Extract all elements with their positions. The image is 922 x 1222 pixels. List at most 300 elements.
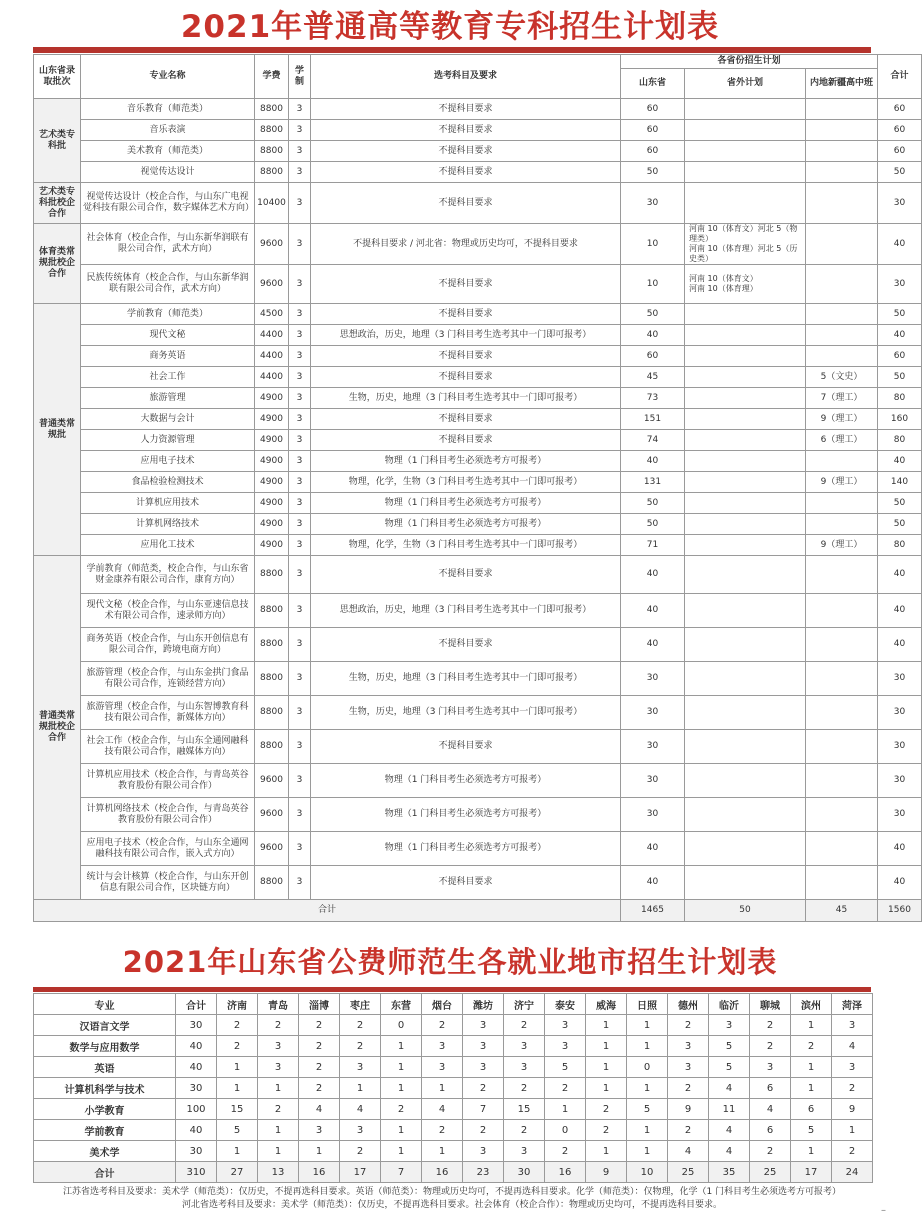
header-col: 烟台 — [422, 994, 463, 1015]
count-cell: 1 — [586, 1036, 627, 1057]
header-col: 东营 — [381, 994, 422, 1015]
table-row — [34, 1141, 873, 1162]
years-cell: 3 — [289, 832, 311, 866]
footnote-jiangsu: 江苏省选考科目及要求：美术学（师范类）：仅历史，不提再选科目要求。英语（师范类）：物理或历史均可，不提再选科目要求。化学（师范类）：仅物理，化学（1 门科目考生必须选考方可报考） — [62, 1187, 842, 1197]
xinjiang-cell — [806, 866, 878, 900]
table-row — [34, 224, 922, 265]
out-province-cell — [685, 409, 806, 430]
major-cell: 小学教育 — [34, 1099, 176, 1120]
table-row — [34, 594, 922, 628]
table-row — [34, 628, 922, 662]
out-province-cell — [685, 183, 806, 224]
count-cell: 3 — [832, 1015, 873, 1036]
count-cell: 2 — [668, 1015, 709, 1036]
count-cell: 310 — [176, 1162, 217, 1183]
years-cell: 3 — [289, 346, 311, 367]
years-cell: 3 — [289, 556, 311, 594]
total-cell: 30 — [878, 764, 922, 798]
xinjiang-cell — [806, 304, 878, 325]
major-cell: 计算机应用技术（校企合作，与青岛英谷教育股份有限公司合作） — [81, 764, 255, 798]
subject-req-cell: 不提科目要求 — [311, 430, 621, 451]
total-cell: 50 — [878, 304, 922, 325]
major-cell: 美术教育（师范类） — [81, 141, 255, 162]
shandong-cell: 60 — [621, 346, 685, 367]
shandong-cell: 73 — [621, 388, 685, 409]
subject-req-cell: 不提科目要求 — [311, 556, 621, 594]
count-cell: 7 — [463, 1099, 504, 1120]
years-cell: 3 — [289, 696, 311, 730]
subject-req-cell: 生物，历史，地理（3 门科目考生选考其中一门即可报考） — [311, 696, 621, 730]
count-cell: 5 — [217, 1120, 258, 1141]
table-row — [34, 764, 922, 798]
fee-cell: 4900 — [255, 514, 289, 535]
total-cell: 40 — [878, 224, 922, 265]
count-cell: 3 — [258, 1057, 299, 1078]
count-cell: 9 — [586, 1162, 627, 1183]
table-row — [34, 1099, 873, 1120]
total-cell: 30 — [878, 696, 922, 730]
xinjiang-cell — [806, 628, 878, 662]
xinjiang-cell — [806, 493, 878, 514]
major-cell: 人力资源管理 — [81, 430, 255, 451]
count-cell: 2 — [750, 1015, 791, 1036]
major-cell: 社会工作（校企合作，与山东全通网融科技有限公司合作，融媒体方向） — [81, 730, 255, 764]
total-cell: 80 — [878, 388, 922, 409]
table-row — [34, 451, 922, 472]
shandong-cell: 40 — [621, 832, 685, 866]
table-row — [34, 798, 922, 832]
count-cell: 1 — [832, 1120, 873, 1141]
out-province-cell — [685, 451, 806, 472]
fee-cell: 4500 — [255, 304, 289, 325]
years-cell: 3 — [289, 662, 311, 696]
count-cell: 2 — [545, 1141, 586, 1162]
major-cell: 合计 — [34, 1162, 176, 1183]
count-cell: 5 — [709, 1057, 750, 1078]
title2-underline — [33, 987, 871, 992]
count-cell: 3 — [832, 1057, 873, 1078]
table-row — [34, 1078, 873, 1099]
count-cell: 15 — [217, 1099, 258, 1120]
shandong-cell: 60 — [621, 120, 685, 141]
xinjiang-cell — [806, 141, 878, 162]
major-cell: 计算机科学与技术 — [34, 1078, 176, 1099]
out-province-cell — [685, 493, 806, 514]
shandong-cell: 50 — [621, 162, 685, 183]
total-total: 1560 — [878, 900, 922, 922]
header-col: 枣庄 — [340, 994, 381, 1015]
count-cell: 2 — [258, 1099, 299, 1120]
shandong-cell: 40 — [621, 556, 685, 594]
header-col: 济宁 — [504, 994, 545, 1015]
major-cell: 统计与会计核算（校企合作，与山东开创信息有限公司合作，区块链方向） — [81, 866, 255, 900]
shandong-cell: 40 — [621, 594, 685, 628]
years-cell: 3 — [289, 224, 311, 265]
years-cell: 3 — [289, 388, 311, 409]
count-cell: 3 — [299, 1120, 340, 1141]
out-province-cell: 河南 10（体育文） 河南 10（体育理） — [685, 265, 806, 304]
footnotes — [33, 1186, 871, 1212]
title-underline — [33, 47, 871, 53]
total-xj: 45 — [806, 900, 878, 922]
major-cell: 视觉传达设计（校企合作，与山东广电视觉科技有限公司合作，数字媒体艺术方向） — [81, 183, 255, 224]
count-cell: 1 — [627, 1015, 668, 1036]
count-cell: 6 — [791, 1099, 832, 1120]
fee-cell: 4900 — [255, 430, 289, 451]
count-cell: 2 — [299, 1057, 340, 1078]
count-cell: 1 — [299, 1141, 340, 1162]
count-cell: 1 — [586, 1015, 627, 1036]
out-province-cell — [685, 472, 806, 493]
major-cell: 计算机网络技术（校企合作，与青岛英谷教育股份有限公司合作） — [81, 798, 255, 832]
table-row — [34, 367, 922, 388]
count-cell: 9 — [832, 1099, 873, 1120]
major-cell: 音乐教育（师范类） — [81, 99, 255, 120]
count-cell: 3 — [422, 1036, 463, 1057]
table-row — [34, 535, 922, 556]
header-col: 济南 — [217, 994, 258, 1015]
count-cell: 1 — [627, 1120, 668, 1141]
count-cell: 16 — [545, 1162, 586, 1183]
out-province-cell — [685, 430, 806, 451]
years-cell: 3 — [289, 493, 311, 514]
xinjiang-cell: 9（理工） — [806, 409, 878, 430]
xinjiang-cell: 5（文史） — [806, 367, 878, 388]
out-province-cell — [685, 628, 806, 662]
header-shandong: 山东省 — [621, 69, 685, 99]
major-cell: 应用化工技术 — [81, 535, 255, 556]
out-province-cell — [685, 764, 806, 798]
fee-cell: 4400 — [255, 325, 289, 346]
total-cell: 40 — [878, 325, 922, 346]
years-cell: 3 — [289, 535, 311, 556]
count-cell: 1 — [586, 1078, 627, 1099]
count-cell: 4 — [422, 1099, 463, 1120]
out-province-cell — [685, 594, 806, 628]
count-cell: 15 — [504, 1099, 545, 1120]
subject-req-cell: 不提科目要求 — [311, 141, 621, 162]
total-cell: 30 — [878, 662, 922, 696]
shandong-cell: 50 — [621, 304, 685, 325]
total-row — [34, 1162, 873, 1183]
out-province-cell — [685, 388, 806, 409]
shandong-cell: 10 — [621, 265, 685, 304]
xinjiang-cell: 6（理工） — [806, 430, 878, 451]
xinjiang-cell — [806, 798, 878, 832]
out-province-cell — [685, 866, 806, 900]
total-cell: 50 — [878, 493, 922, 514]
table-row — [34, 866, 922, 900]
count-cell: 11 — [709, 1099, 750, 1120]
count-cell: 2 — [340, 1141, 381, 1162]
count-cell: 1 — [791, 1057, 832, 1078]
years-cell: 3 — [289, 514, 311, 535]
years-cell: 3 — [289, 325, 311, 346]
years-cell: 3 — [289, 764, 311, 798]
years-cell: 3 — [289, 451, 311, 472]
subject-req-cell: 物理（1 门科目考生必须选考方可报考） — [311, 832, 621, 866]
table-row — [34, 265, 922, 304]
fee-cell: 8800 — [255, 866, 289, 900]
major-cell: 学前教育（师范类） — [81, 304, 255, 325]
xinjiang-cell — [806, 346, 878, 367]
count-cell: 2 — [299, 1036, 340, 1057]
total-cell: 40 — [878, 832, 922, 866]
subject-req-cell: 不提科目要求 — [311, 409, 621, 430]
count-cell: 0 — [381, 1015, 422, 1036]
xinjiang-cell — [806, 556, 878, 594]
subject-req-cell: 不提科目要求 — [311, 120, 621, 141]
out-province-cell — [685, 696, 806, 730]
shandong-cell: 60 — [621, 141, 685, 162]
subject-req-cell: 物理，化学，生物（3 门科目考生选考其中一门即可报考） — [311, 535, 621, 556]
batch-cell: 普通类常规批校企合作 — [34, 556, 81, 900]
count-cell: 16 — [299, 1162, 340, 1183]
years-cell: 3 — [289, 730, 311, 764]
admission-plan-table — [33, 54, 922, 922]
table-row — [34, 472, 922, 493]
count-cell: 23 — [463, 1162, 504, 1183]
subject-req-cell: 不提科目要求 / 河北省：物理或历史均可，不提科目要求 — [311, 224, 621, 265]
shandong-cell: 151 — [621, 409, 685, 430]
xinjiang-cell — [806, 162, 878, 183]
count-cell: 2 — [217, 1036, 258, 1057]
shandong-cell: 71 — [621, 535, 685, 556]
count-cell: 1 — [258, 1078, 299, 1099]
subject-req-cell: 不提科目要求 — [311, 183, 621, 224]
count-cell: 1 — [422, 1078, 463, 1099]
count-cell: 4 — [709, 1141, 750, 1162]
major-cell: 应用电子技术（校企合作，与山东全通网融科技有限公司合作，嵌入式方向） — [81, 832, 255, 866]
count-cell: 35 — [709, 1162, 750, 1183]
count-cell: 100 — [176, 1099, 217, 1120]
years-cell: 3 — [289, 472, 311, 493]
header-col: 滨州 — [791, 994, 832, 1015]
table-row — [34, 730, 922, 764]
count-cell: 1 — [422, 1141, 463, 1162]
years-cell: 3 — [289, 120, 311, 141]
subject-req-cell: 不提科目要求 — [311, 367, 621, 388]
total-cell: 50 — [878, 514, 922, 535]
total-cell: 40 — [878, 594, 922, 628]
count-cell: 3 — [504, 1057, 545, 1078]
total-cell: 140 — [878, 472, 922, 493]
count-cell: 1 — [381, 1057, 422, 1078]
batch-cell: 艺术类专科批 — [34, 99, 81, 183]
years-cell: 3 — [289, 304, 311, 325]
table-row — [34, 409, 922, 430]
count-cell: 3 — [504, 1141, 545, 1162]
count-cell: 3 — [340, 1057, 381, 1078]
count-cell: 2 — [463, 1120, 504, 1141]
count-cell: 4 — [750, 1099, 791, 1120]
major-cell: 计算机应用技术 — [81, 493, 255, 514]
count-cell: 3 — [463, 1057, 504, 1078]
count-cell: 7 — [381, 1162, 422, 1183]
count-cell: 30 — [176, 1078, 217, 1099]
count-cell: 1 — [627, 1036, 668, 1057]
fee-cell: 10400 — [255, 183, 289, 224]
count-cell: 0 — [627, 1057, 668, 1078]
count-cell: 2 — [832, 1078, 873, 1099]
major-cell: 汉语言文学 — [34, 1015, 176, 1036]
count-cell: 6 — [750, 1120, 791, 1141]
count-cell: 5 — [545, 1057, 586, 1078]
xinjiang-cell — [806, 120, 878, 141]
count-cell: 1 — [627, 1141, 668, 1162]
header-col: 菏泽 — [832, 994, 873, 1015]
out-province-cell — [685, 662, 806, 696]
total-cell: 60 — [878, 141, 922, 162]
subject-req-cell: 不提科目要求 — [311, 304, 621, 325]
header-col: 威海 — [586, 994, 627, 1015]
out-province-cell — [685, 535, 806, 556]
count-cell: 25 — [668, 1162, 709, 1183]
footnote-hebei: 河北省选考科目及要求：美术学（师范类）：仅历史，不提再选科目要求。社会体育（校企合作）：物理或历史均可，不提再选科目要求。 — [181, 1200, 722, 1210]
table-row — [34, 662, 922, 696]
count-cell: 30 — [176, 1141, 217, 1162]
count-cell: 1 — [258, 1120, 299, 1141]
subject-req-cell: 不提科目要求 — [311, 162, 621, 183]
years-cell: 3 — [289, 798, 311, 832]
total-cell: 160 — [878, 409, 922, 430]
major-cell: 社会体育（校企合作，与山东新华润联有限公司合作，武术方向） — [81, 224, 255, 265]
shandong-cell: 30 — [621, 696, 685, 730]
total-label: 合计 — [34, 900, 621, 922]
subject-req-cell: 不提科目要求 — [311, 628, 621, 662]
count-cell: 2 — [422, 1120, 463, 1141]
count-cell: 4 — [709, 1078, 750, 1099]
xinjiang-cell — [806, 594, 878, 628]
table-row — [34, 325, 922, 346]
xinjiang-cell: 9（理工） — [806, 472, 878, 493]
count-cell: 2 — [422, 1015, 463, 1036]
shandong-cell: 40 — [621, 628, 685, 662]
fee-cell: 4900 — [255, 472, 289, 493]
header-col: 泰安 — [545, 994, 586, 1015]
fee-cell: 4900 — [255, 493, 289, 514]
fee-cell: 8800 — [255, 662, 289, 696]
table-row — [34, 1015, 873, 1036]
table-row — [34, 493, 922, 514]
table-row — [34, 430, 922, 451]
count-cell: 2 — [545, 1078, 586, 1099]
shandong-cell: 50 — [621, 514, 685, 535]
xinjiang-cell — [806, 514, 878, 535]
major-cell: 社会工作 — [81, 367, 255, 388]
count-cell: 1 — [381, 1036, 422, 1057]
subject-req-cell: 不提科目要求 — [311, 866, 621, 900]
count-cell: 2 — [504, 1015, 545, 1036]
total-cell: 50 — [878, 367, 922, 388]
count-cell: 1 — [381, 1078, 422, 1099]
out-province-cell — [685, 120, 806, 141]
header-out-province: 省外计划 — [685, 69, 806, 99]
count-cell: 5 — [627, 1099, 668, 1120]
out-province-cell — [685, 346, 806, 367]
count-cell: 3 — [258, 1036, 299, 1057]
years-cell: 3 — [289, 594, 311, 628]
fee-cell: 4900 — [255, 409, 289, 430]
years-cell: 3 — [289, 866, 311, 900]
count-cell: 27 — [217, 1162, 258, 1183]
header-major: 专业名称 — [81, 55, 255, 99]
count-cell: 2 — [217, 1015, 258, 1036]
xinjiang-cell: 9（理工） — [806, 535, 878, 556]
count-cell: 1 — [381, 1141, 422, 1162]
shandong-cell: 74 — [621, 430, 685, 451]
out-province-cell — [685, 99, 806, 120]
count-cell: 3 — [463, 1015, 504, 1036]
table-row — [34, 1120, 873, 1141]
count-cell: 1 — [217, 1141, 258, 1162]
table-row — [34, 120, 922, 141]
count-cell: 3 — [422, 1057, 463, 1078]
fee-cell: 9600 — [255, 265, 289, 304]
subject-req-cell: 生物，历史，地理（3 门科目考生选考其中一门即可报考） — [311, 388, 621, 409]
count-cell: 1 — [791, 1141, 832, 1162]
out-province-cell — [685, 514, 806, 535]
fee-cell: 8800 — [255, 162, 289, 183]
years-cell: 3 — [289, 430, 311, 451]
total-cell: 80 — [878, 430, 922, 451]
count-cell: 30 — [176, 1015, 217, 1036]
fee-cell: 9600 — [255, 764, 289, 798]
shandong-cell: 30 — [621, 764, 685, 798]
major-cell: 商务英语 — [81, 346, 255, 367]
table-row — [34, 832, 922, 866]
count-cell: 3 — [463, 1141, 504, 1162]
major-cell: 现代文秘 — [81, 325, 255, 346]
total-cell: 30 — [878, 730, 922, 764]
count-cell: 17 — [340, 1162, 381, 1183]
count-cell: 3 — [750, 1057, 791, 1078]
major-cell: 食品检验检测技术 — [81, 472, 255, 493]
xinjiang-cell: 7（理工） — [806, 388, 878, 409]
years-cell: 3 — [289, 409, 311, 430]
header-col: 潍坊 — [463, 994, 504, 1015]
major-cell: 数学与应用数学 — [34, 1036, 176, 1057]
major-cell: 应用电子技术 — [81, 451, 255, 472]
major-cell: 英语 — [34, 1057, 176, 1078]
count-cell: 4 — [299, 1099, 340, 1120]
major-cell: 大数据与会计 — [81, 409, 255, 430]
count-cell: 1 — [340, 1078, 381, 1099]
count-cell: 2 — [340, 1036, 381, 1057]
subject-req-cell: 生物，历史，地理（3 门科目考生选考其中一门即可报考） — [311, 662, 621, 696]
count-cell: 24 — [832, 1162, 873, 1183]
fee-cell: 8800 — [255, 120, 289, 141]
years-cell: 3 — [289, 141, 311, 162]
years-cell: 3 — [289, 162, 311, 183]
out-province-cell — [685, 556, 806, 594]
table-row — [34, 141, 922, 162]
header-years: 学制 — [289, 55, 311, 99]
fee-cell: 9600 — [255, 224, 289, 265]
header-col: 专业 — [34, 994, 176, 1015]
count-cell: 2 — [258, 1015, 299, 1036]
count-cell: 17 — [791, 1162, 832, 1183]
table-row — [34, 696, 922, 730]
header-xinjiang: 内地新疆高中班 — [806, 69, 878, 99]
shandong-cell: 131 — [621, 472, 685, 493]
count-cell: 2 — [504, 1078, 545, 1099]
total-cell: 60 — [878, 99, 922, 120]
major-cell: 商务英语（校企合作，与山东开创信息有限公司合作，跨境电商方向） — [81, 628, 255, 662]
header-col: 临沂 — [709, 994, 750, 1015]
xinjiang-cell — [806, 832, 878, 866]
count-cell: 3 — [340, 1120, 381, 1141]
